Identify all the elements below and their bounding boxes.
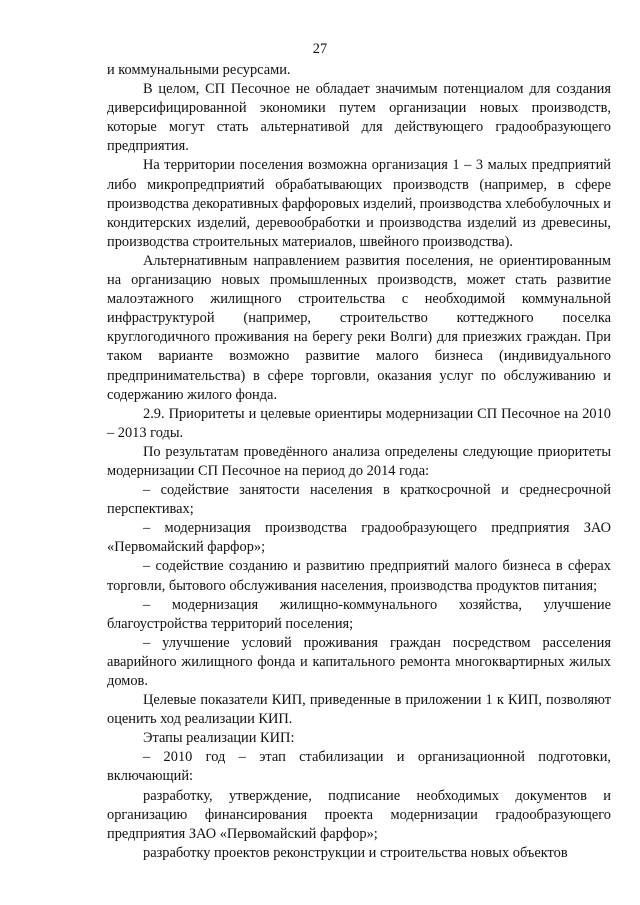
- page-number: 27: [312, 41, 328, 57]
- paragraph-stages-heading: Этапы реализации КИП:: [143, 730, 295, 747]
- paragraph-continuation: и коммунальными ресурсами.: [107, 62, 291, 78]
- document-body: [107, 61, 611, 863]
- paragraph-target-indicators: Целевые показатели КИП, приведенные в приложении 1 к КИП, позволяют оценить ход реализации КИП.: [107, 692, 611, 728]
- list-item-stage-2010: – 2010 год – этап стабилизации и организационной подготовки, включающий:: [107, 749, 611, 785]
- list-item-employment: – содействие занятости населения в краткосрочной и среднесрочной перспективах;: [107, 482, 611, 518]
- paragraph-priorities-intro: По результатам проведённого анализа определены следующие приоритеты модернизации СП Песочное на период до 2014 года:: [107, 443, 611, 479]
- list-item-production-modernization: – модернизация производства градообразующего предприятия ЗАО «Первомайский фарфор»;: [107, 520, 611, 556]
- paragraph-stage-projects: разработку проектов реконструкции и строительства новых объектов: [143, 844, 568, 861]
- section-heading-priorities: 2.9. Приоритеты и целевые ориентиры модернизации СП Песочное на 2010 – 2013 годы.: [107, 405, 611, 441]
- list-item-small-business: – содействие созданию и развитию предприятий малого бизнеса в сферах торговли, бытового обслуживания населения, производства продуктов питания;: [107, 558, 611, 594]
- paragraph-small-enterprises: На территории поселения возможна организация 1 – 3 малых предприятий либо микропредприятий обрабатывающих производств (например, в сфере производства декоративных фарфоровых изделий, производства хлебобулочных и кондитерских изделий, деревообработки и производства изделий из древесины, производства строительных материалов, швейного производства).: [107, 157, 611, 250]
- list-item-housing-utilities: – модернизация жилищно-коммунального хозяйства, улучшение благоустройства территорий поселения;: [107, 596, 611, 632]
- paragraph-stage-documents: разработку, утверждение, подписание необходимых документов и организацию финансирования проекта модернизации градообразующего предприятия ЗАО «Первомайский фарфор»;: [107, 787, 611, 842]
- list-item-living-conditions: – улучшение условий проживания граждан посредством расселения аварийного жилищного фонда и капитального ремонта многоквартирных жилых домов.: [107, 634, 611, 689]
- paragraph-economy-potential: В целом, СП Песочное не обладает значимым потенциалом для создания диверсифицированной экономики путем организации новых производств, которые могут стать альтернативой для действующего градообразующего предприятия.: [107, 81, 611, 155]
- paragraph-alternative-direction: Альтернативным направлением развития поселения, не ориентированным на организацию новых промышленных производств, может стать развитие малоэтажного жилищного строительства с необходимой коммунальной инфраструктурой (например, строительство коттеджного поселка круглогодичного проживания на берегу реки Волги) для приезжих граждан. При таком варианте возможно развитие малого бизнеса (индивидуального предпринимательства) в сфере торговли, оказания услуг по обслуживанию и содержанию жилого фонда.: [107, 252, 611, 403]
